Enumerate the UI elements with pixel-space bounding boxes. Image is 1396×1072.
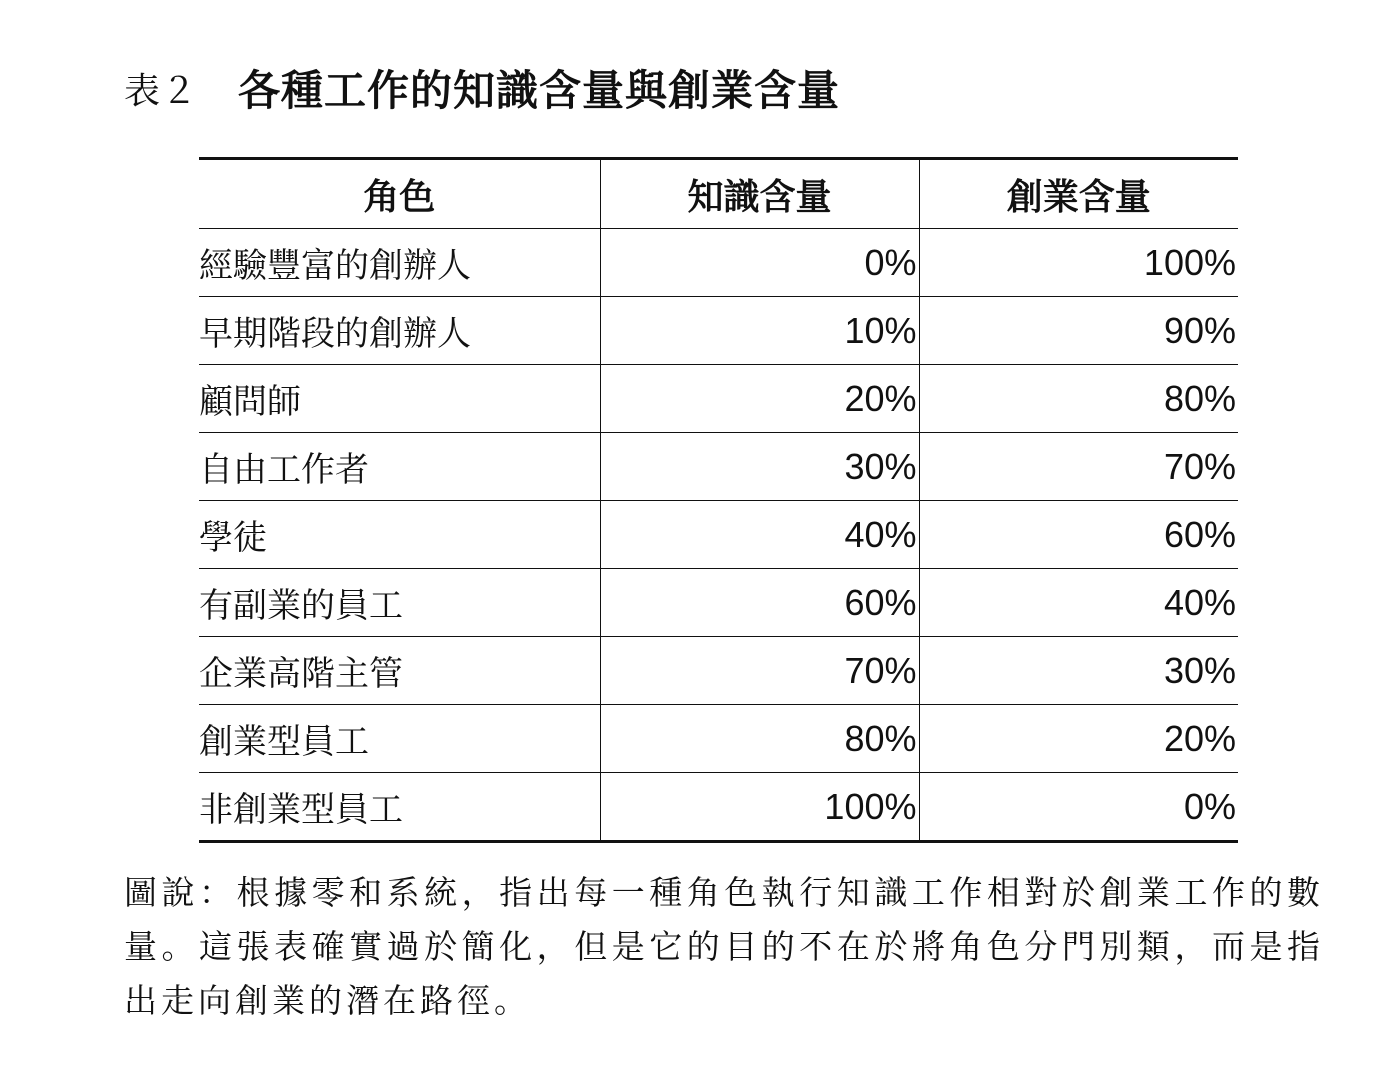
knowledge-cell: 40% (600, 501, 919, 569)
role-cell: 企業高階主管 (199, 637, 600, 705)
knowledge-cell: 0% (600, 229, 919, 297)
table-title-row (124, 60, 840, 116)
figure-caption: 圖說：根據零和系統，指出每一種角色執行知識工作相對於創業工作的數量。這張表確實過於簡化，但是它的目的不在於將角色分門別類，而是指出走向創業的潛在路徑。 (124, 873, 1324, 1020)
knowledge-cell: 10% (600, 297, 919, 365)
knowledge-cell: 70% (600, 637, 919, 705)
column-header-knowledge: 知識含量 (600, 159, 919, 229)
role-cell: 創業型員工 (199, 705, 600, 773)
entrepreneurship-cell: 20% (919, 705, 1238, 773)
table-row (199, 705, 1238, 773)
column-header-role: 角色 (363, 176, 436, 218)
role-cell: 自由工作者 (199, 433, 600, 501)
table-row (199, 637, 1238, 705)
column-header-entrepreneurship: 創業含量 (919, 159, 1238, 229)
table-row (199, 229, 1238, 297)
knowledge-entrepreneurship-table (199, 157, 1238, 843)
entrepreneurship-cell: 0% (919, 773, 1238, 842)
table-row (199, 501, 1238, 569)
role-cell: 學徒 (199, 501, 600, 569)
entrepreneurship-cell: 100% (919, 229, 1238, 297)
table-row (199, 365, 1238, 433)
role-cell: 經驗豐富的創辦人 (199, 229, 600, 297)
entrepreneurship-cell: 40% (919, 569, 1238, 637)
role-cell: 有副業的員工 (199, 569, 600, 637)
table-row (199, 297, 1238, 365)
role-cell: 非創業型員工 (199, 773, 600, 842)
knowledge-cell: 30% (600, 433, 919, 501)
entrepreneurship-cell: 80% (919, 365, 1238, 433)
table-header-row (199, 159, 1238, 229)
role-cell: 早期階段的創辦人 (199, 297, 600, 365)
knowledge-cell: 80% (600, 705, 919, 773)
table-row (199, 433, 1238, 501)
entrepreneurship-cell: 70% (919, 433, 1238, 501)
entrepreneurship-cell: 90% (919, 297, 1238, 365)
table-title: 各種工作的知識含量與創業含量 (238, 66, 841, 115)
table-row (199, 569, 1238, 637)
knowledge-cell: 100% (600, 773, 919, 842)
entrepreneurship-cell: 60% (919, 501, 1238, 569)
table-number-label: 表２ (124, 70, 199, 112)
knowledge-cell: 20% (600, 365, 919, 433)
role-cell: 顧問師 (199, 365, 600, 433)
entrepreneurship-cell: 30% (919, 637, 1238, 705)
table-row (199, 773, 1238, 842)
knowledge-cell: 60% (600, 569, 919, 637)
